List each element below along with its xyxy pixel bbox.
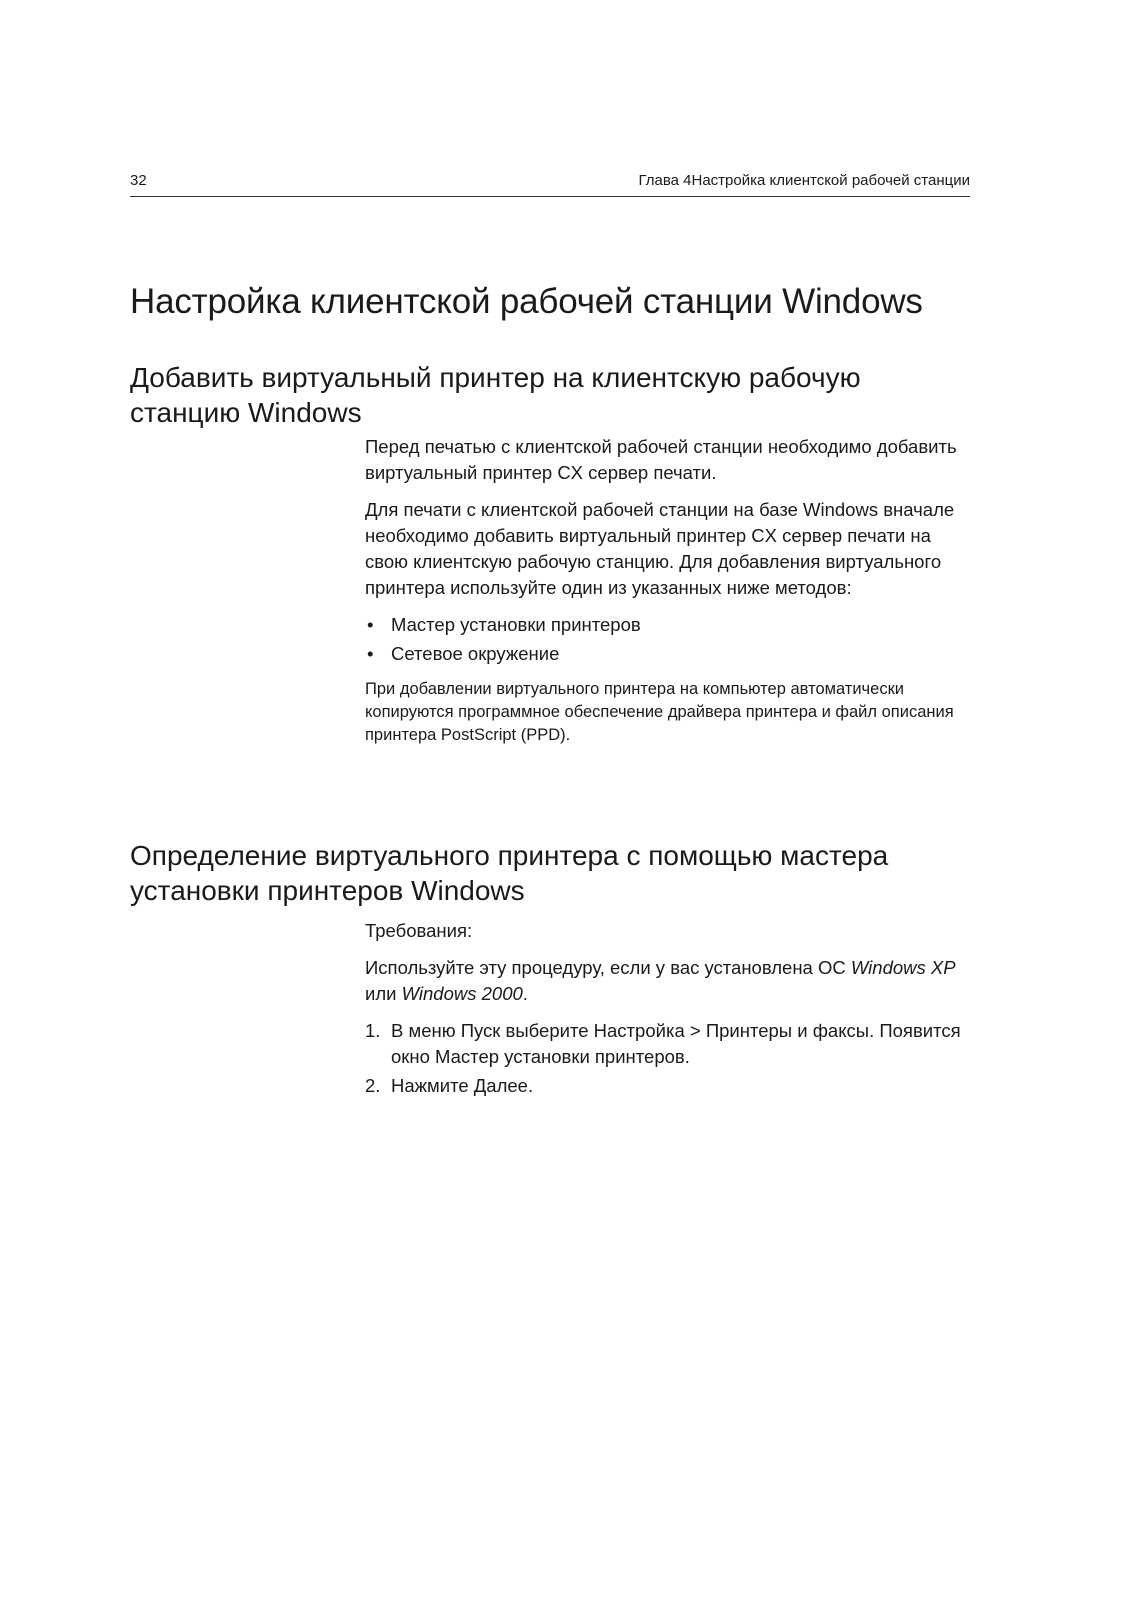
step-number: 2.	[365, 1075, 381, 1096]
bullet-icon: •	[367, 614, 374, 635]
requirements-lead: Используйте эту процедуру, если у вас установлена ОС	[365, 957, 851, 978]
steps-list	[365, 1018, 975, 1099]
methods-list	[365, 612, 975, 667]
os-name: Windows 2000	[401, 983, 523, 1004]
step-text: Нажмите Далее.	[391, 1075, 534, 1096]
requirements-or: или	[365, 983, 402, 1004]
os-name: Windows XP	[850, 957, 956, 978]
section-heading-wizard: Определение виртуального принтера с помощью мастера установки принтеров Windows	[130, 840, 889, 906]
paragraph: Для печати с клиентской рабочей станции на базе Windows вначале необходимо добавить виртуальный принтер CX сервер печати на свою клиентскую рабочую станцию. Для добавления виртуального принтера используйте один из указанных ниже методов:	[365, 499, 955, 598]
running-head: Глава 4Настройка клиентской рабочей станции	[638, 172, 970, 189]
page-header	[130, 170, 970, 197]
requirements-end: .	[522, 983, 528, 1004]
page-title: Настройка клиентской рабочей станции Windows	[130, 282, 923, 321]
note-paragraph: При добавлении виртуального принтера на компьютер автоматически копируются программное обеспечение драйвера принтера и файл описания принтера PostScript (PPD).	[365, 680, 954, 744]
list-item	[365, 1073, 975, 1099]
page-number: 32	[130, 172, 147, 189]
section-heading-add-printer: Добавить виртуальный принтер на клиентскую рабочую станцию Windows	[130, 362, 861, 428]
list-item-text: Мастер установки принтеров	[391, 614, 641, 635]
list-item	[365, 641, 975, 667]
paragraph: Перед печатью с клиентской рабочей станции необходимо добавить виртуальный принтер CX сервер печати.	[365, 436, 957, 483]
list-item-text: Сетевое окружение	[391, 643, 560, 664]
list-item	[365, 1018, 975, 1070]
bullet-icon: •	[367, 643, 374, 664]
step-text: В меню Пуск выберите Настройка > Принтеры и факсы. Появится окно Мастер установки принтеров.	[391, 1020, 961, 1067]
list-item	[365, 612, 975, 638]
section-body-wizard	[365, 918, 975, 1110]
requirements-label: Требования:	[365, 920, 473, 941]
section-body-add-printer	[365, 434, 975, 758]
step-number: 1.	[365, 1020, 381, 1041]
requirements-text	[365, 955, 975, 1007]
